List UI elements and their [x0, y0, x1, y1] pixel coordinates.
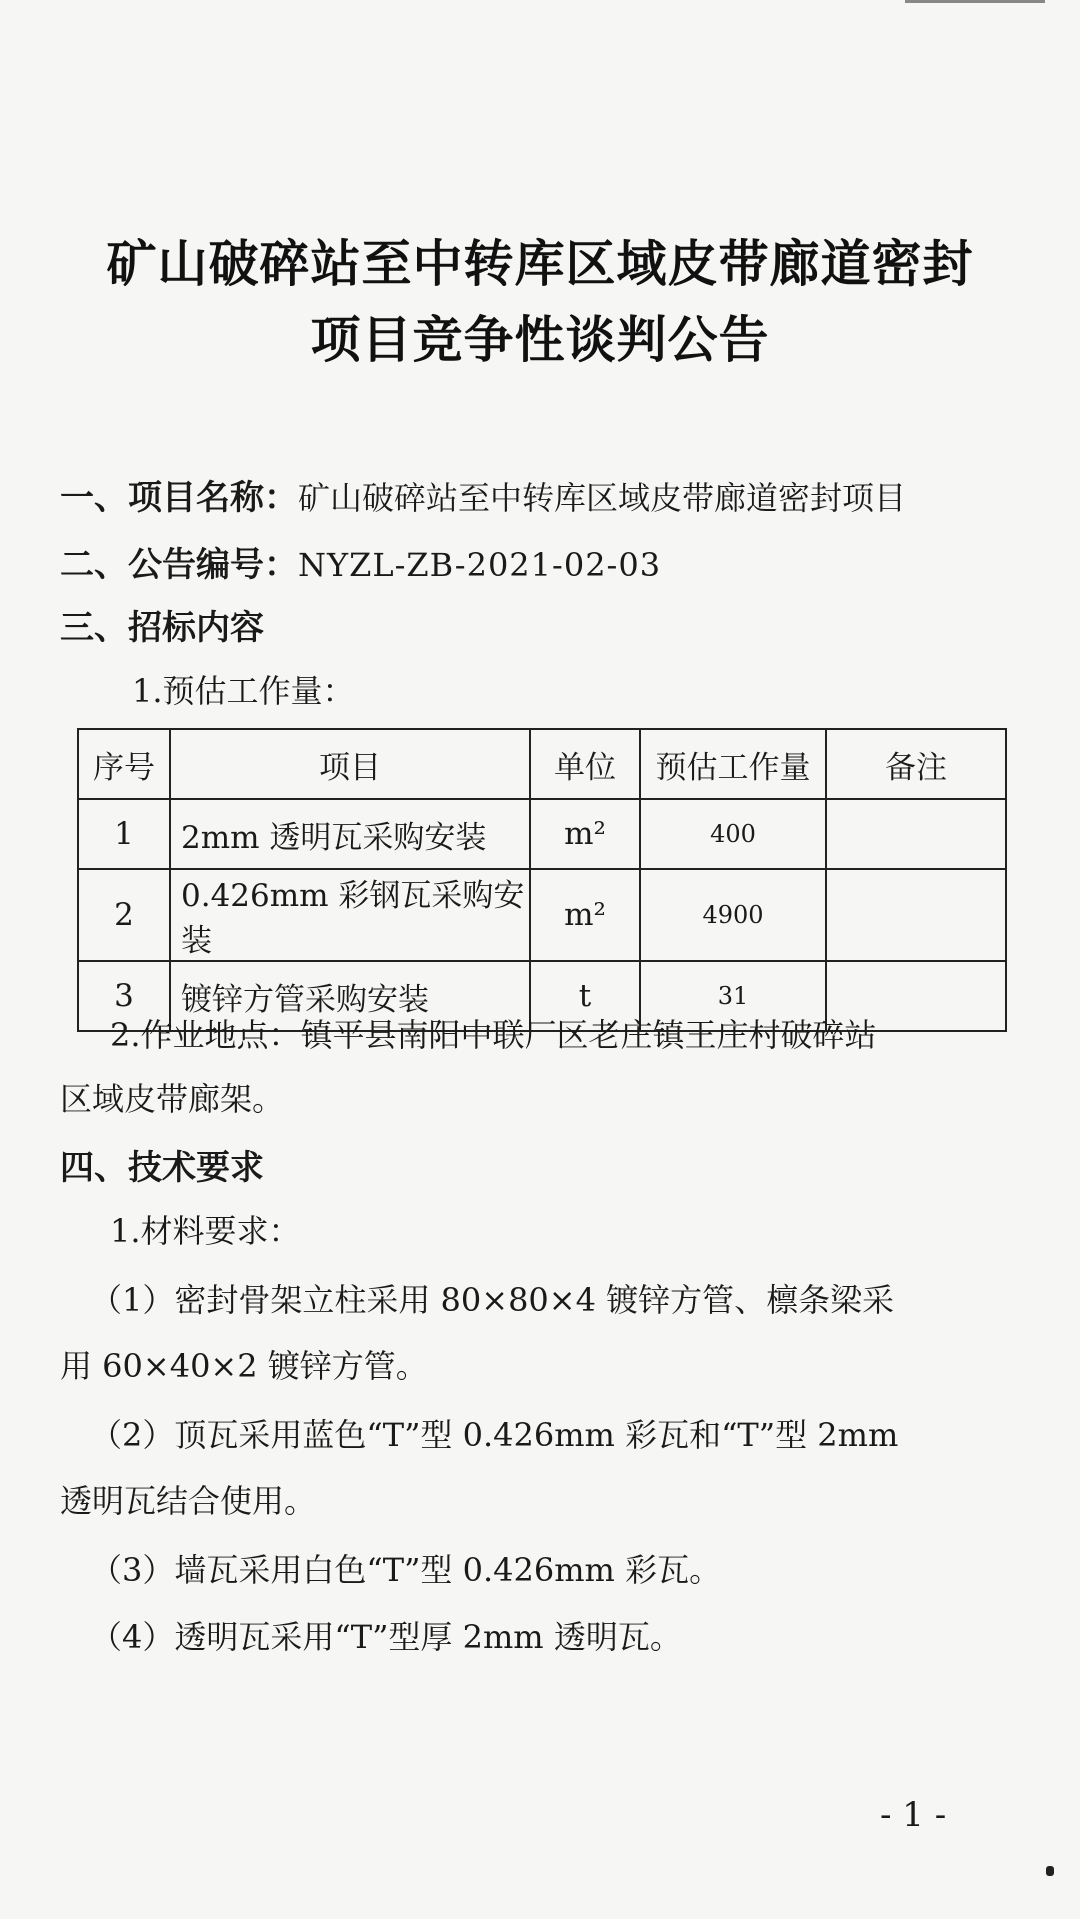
header-note: 备注: [826, 729, 1006, 799]
row-unit: m²: [530, 869, 640, 961]
project-name-value: 矿山破碎站至中转库区域皮带廊道密封项目: [298, 479, 907, 517]
title-line-1: 矿山破碎站至中转库区域皮带廊道密封: [106, 235, 974, 293]
section-4-heading: 四、技术要求: [60, 1148, 264, 1188]
header-no: 序号: [78, 729, 170, 799]
row-unit: t: [530, 961, 640, 1031]
header-item: 项目: [170, 729, 530, 799]
section-2-label: 二、公告编号：: [60, 545, 298, 585]
workload-table: [77, 728, 1007, 1032]
table-row: [78, 869, 1006, 961]
notice-number-value: NYZL-ZB-2021-02-03: [298, 546, 662, 584]
requirement-1-line-1: （1）密封骨架立柱采用 80×80×4 镀锌方管、檩条梁采: [90, 1281, 895, 1319]
row-note: [826, 869, 1006, 961]
title-line-2: 项目竞争性谈判公告: [310, 311, 770, 369]
requirement-3: （3）墙瓦采用白色“T”型 0.426mm 彩瓦。: [90, 1551, 722, 1589]
section-1-label: 一、项目名称：: [60, 478, 298, 518]
section-project-name: [60, 470, 906, 519]
work-location-line-2: 区域皮带廊架。: [60, 1080, 285, 1118]
table-row: [78, 799, 1006, 869]
row-quantity: 4900: [640, 869, 826, 961]
requirement-2-line-2: 透明瓦结合使用。: [60, 1482, 317, 1520]
material-requirements-label: 1.材料要求：: [110, 1212, 301, 1250]
row-unit: m²: [530, 799, 640, 869]
requirement-1-line-2: 用 60×40×2 镀锌方管。: [60, 1347, 428, 1385]
row-note: [826, 799, 1006, 869]
page-number: - 1 -: [880, 1795, 947, 1835]
estimated-workload-label: 1.预估工作量：: [132, 672, 355, 710]
requirement-4: （4）透明瓦采用“T”型厚 2mm 透明瓦。: [90, 1618, 682, 1656]
row-no: 1: [78, 799, 170, 869]
row-quantity: 400: [640, 799, 826, 869]
header-unit: 单位: [530, 729, 640, 799]
row-item: 0.426mm 彩钢瓦采购安装: [170, 869, 530, 961]
row-item: 2mm 透明瓦采购安装: [170, 799, 530, 869]
row-item: 镀锌方管采购安装: [170, 961, 530, 1031]
header-quantity: 预估工作量: [640, 729, 826, 799]
scan-speck: [1046, 1866, 1054, 1876]
row-no: 3: [78, 961, 170, 1031]
section-3-heading: 三、招标内容: [60, 608, 264, 648]
section-notice-number: [60, 537, 661, 586]
requirement-2-line-1: （2）顶瓦采用蓝色“T”型 0.426mm 彩瓦和“T”型 2mm: [90, 1416, 899, 1454]
row-no: 2: [78, 869, 170, 961]
work-location-line-1: 2.作业地点：镇平县南阳中联厂区老庄镇王庄村破碎站: [110, 1016, 877, 1054]
table-header-row: [78, 729, 1006, 799]
row-quantity: 31: [640, 961, 826, 1031]
scan-edge-mark: [905, 0, 1045, 3]
